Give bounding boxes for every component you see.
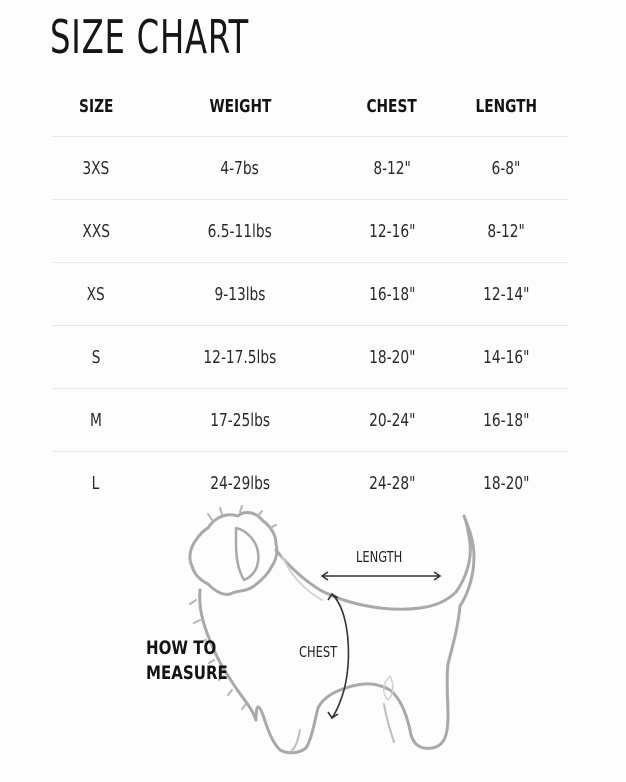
table-row <box>52 263 568 326</box>
cell-chest: 24-28" <box>340 452 444 515</box>
cell-weight: 17-25lbs <box>140 389 340 452</box>
table-row <box>52 200 568 263</box>
page-title: SIZE CHART <box>50 10 249 64</box>
header-length: LENGTH <box>475 95 537 117</box>
measure-line: MEASURE <box>146 662 228 684</box>
cell-size: XS <box>52 263 140 326</box>
cell-chest: 8-12" <box>340 137 444 200</box>
cell-chest: 12-16" <box>340 200 444 263</box>
cell-size: L <box>52 452 140 515</box>
header-size: SIZE <box>78 95 114 117</box>
cell-weight: 24-29lbs <box>140 452 340 515</box>
cell-length: 16-18" <box>444 389 568 452</box>
table-row <box>52 137 568 200</box>
cell-size: S <box>52 326 140 389</box>
cell-size: XXS <box>52 200 140 263</box>
chest-label: CHEST <box>299 643 338 661</box>
dog-measure-diagram <box>0 500 626 782</box>
dog-outline-icon <box>190 506 474 753</box>
cell-length: 14-16" <box>444 326 568 389</box>
cell-chest: 20-24" <box>340 389 444 452</box>
cell-length: 12-14" <box>444 263 568 326</box>
cell-weight: 9-13lbs <box>140 263 340 326</box>
header-weight: WEIGHT <box>209 95 271 117</box>
cell-chest: 18-20" <box>340 326 444 389</box>
cell-length: 18-20" <box>444 452 568 515</box>
cell-weight: 12-17.5lbs <box>140 326 340 389</box>
cell-length: 6-8" <box>444 137 568 200</box>
cell-weight: 4-7bs <box>140 137 340 200</box>
cell-size: 3XS <box>52 137 140 200</box>
table-row <box>52 389 568 452</box>
header-chest: CHEST <box>366 95 418 117</box>
length-label: LENGTH <box>356 548 403 566</box>
cell-chest: 16-18" <box>340 263 444 326</box>
cell-weight: 6.5-11lbs <box>140 200 340 263</box>
length-arrow-icon <box>322 572 440 580</box>
how-to-line: HOW TO <box>146 637 217 659</box>
cell-size: M <box>52 389 140 452</box>
cell-length: 8-12" <box>444 200 568 263</box>
how-to-measure-heading <box>146 636 228 686</box>
size-table <box>52 76 568 514</box>
table-row <box>52 326 568 389</box>
table-header-row <box>52 76 568 137</box>
